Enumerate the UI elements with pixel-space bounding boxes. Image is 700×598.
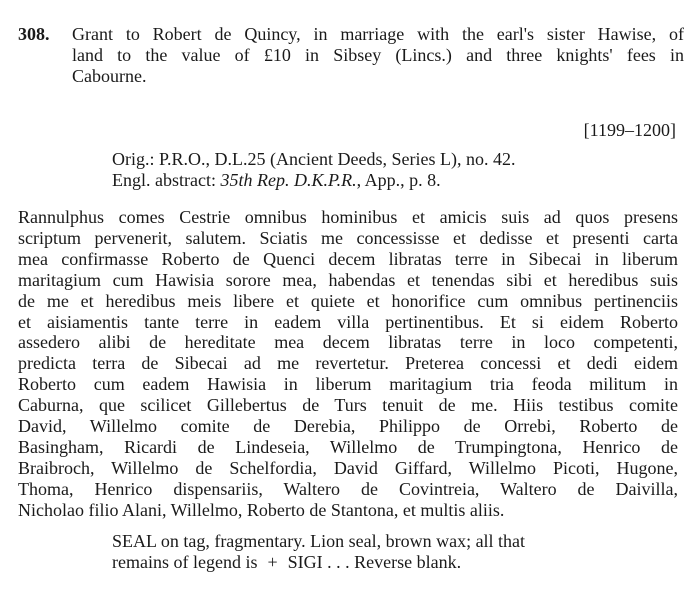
charter-line: mea confirmasse Roberto de Quenci decem libratas terre in Sibecai in liberum <box>18 248 678 269</box>
seal-line: SEAL on tag, fragmentary. Lion seal, brown wax; all that <box>112 531 526 551</box>
charter-line: scriptum pervenerit, salutem. Sciatis me concessisse et dedisse et presenti carta <box>18 227 678 248</box>
entry-title-line: Grant to Robert de Quincy, in marriage with the earl's sister Hawise, of <box>72 24 684 44</box>
charter-line: de me et heredibus meis libere et quiete et honorifice cum omnibus pertinenciis <box>18 290 678 311</box>
charter-line: Thoma, Henrico dispensariis, Waltero de Covintreia, Waltero de Daivilla, <box>18 478 678 499</box>
charter-line: predicta terra de Sibecai ad me revertetur. Preterea concessi et dedi eidem <box>18 353 678 374</box>
english-abstract-reference <box>112 170 515 191</box>
english-abstract-label: Engl. abstract: <box>112 170 221 190</box>
seal-line <box>112 552 525 573</box>
entry-date: [1199–1200] <box>583 120 676 140</box>
entry-title-line: land to the value of £10 in Sibsey (Lincs.) and three knights' fees in <box>72 45 684 65</box>
charter-text <box>18 207 678 521</box>
charter-line: maritagium cum Hawisia sorore mea, habendas et tenendas sibi et heredibus suis <box>18 269 678 290</box>
seal-legend-label: remains of legend is <box>112 552 258 572</box>
seal-legend-text: SIGI . . . Reverse blank. <box>287 552 462 572</box>
charter-line: Caburna, que scilicet Gillebertus de Turs tenuit de me. Hiis testibus comite <box>18 395 678 416</box>
entry-number: 308. <box>18 24 50 44</box>
charter-line: Rannulphus comes Cestrie omnibus hominibus et amicis suis ad quos presens <box>18 207 678 227</box>
charter-line: et aisiamentis tante terre in eadem villa pertinentibus. Et si eidem Roberto <box>18 311 678 332</box>
seal-description <box>112 531 525 573</box>
entry-title-line: Cabourne. <box>72 66 147 86</box>
charter-line: Nicholao filio Alani, Willelmo, Roberto de Stantona, et multis aliis. <box>18 499 505 520</box>
source-references <box>112 149 515 191</box>
english-abstract-pages: , App., p. 8. <box>356 170 441 190</box>
charter-line: Basingham, Ricardi de Lindeseia, Willelmo de Trumpingtona, Henrico de <box>18 436 678 457</box>
charter-line: David, Willelmo comite de Derebia, Philippo de Orrebi, Roberto de <box>18 416 678 437</box>
english-abstract-source: 35th Rep. D.K.P.R. <box>220 170 357 190</box>
charter-line: Braibroch, Willelmo de Schelfordia, David Giffard, Willelmo Picoti, Hugone, <box>18 457 678 478</box>
original-reference: Orig.: P.R.O., D.L.25 (Ancient Deeds, Series L), no. 42. <box>112 149 516 169</box>
entry-title <box>72 24 684 87</box>
charter-line: assedero alibi de hereditate mea decem libratas terre in loco competenti, <box>18 332 678 353</box>
cross-symbol: + <box>267 552 278 572</box>
charter-line: Roberto cum eadem Hawisia in liberum maritagium tria feoda militum in <box>18 374 678 395</box>
